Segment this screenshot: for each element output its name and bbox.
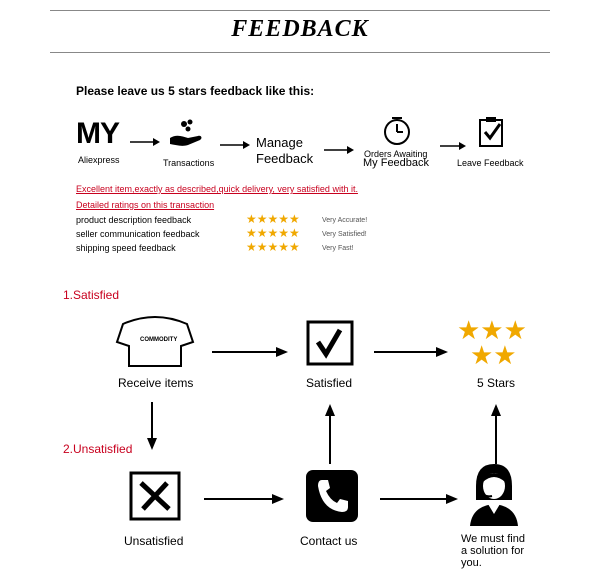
hand-coins-icon — [168, 118, 208, 150]
header-bottom-rule — [50, 52, 550, 53]
clock-icon — [382, 116, 412, 146]
arrow-right-icon — [374, 346, 448, 358]
rating-note-communication: Very Satisfied! — [322, 231, 367, 238]
transactions-label: Transactions — [163, 158, 215, 168]
rating-label-product: product description feedback — [76, 215, 192, 225]
solution-line1: We must find — [461, 533, 525, 545]
five-stars-label: 5 Stars — [477, 376, 516, 390]
sample-comment: Excellent item,exactly as described,quick delivery, very satisfied with it. — [76, 184, 358, 194]
arrow-right-icon — [212, 346, 288, 358]
leave-feedback-label: Leave Feedback — [457, 158, 524, 168]
arrow-right-icon — [204, 493, 284, 505]
rating-note-shipping: Very Fast! — [322, 245, 354, 252]
arrow-right-icon — [380, 493, 458, 505]
manage-feedback-line1: Manage — [256, 135, 303, 150]
rating-note-product: Very Accurate! — [322, 217, 368, 224]
manage-feedback-line2: Feedback — [256, 151, 314, 166]
checkbox-icon — [306, 320, 354, 366]
unsatisfied-label: Unsatisfied — [124, 534, 184, 548]
arrow-up-icon — [490, 404, 502, 464]
five-stars-row-2: ★★ — [470, 340, 517, 370]
support-agent-icon — [466, 460, 522, 526]
rating-label-communication: seller communication feedback — [76, 229, 200, 239]
page-title: FEEDBACK — [231, 16, 369, 42]
solution-line2: a solution for — [461, 545, 524, 557]
rating-label-shipping: shipping speed feedback — [76, 243, 176, 253]
solution-line3: you. — [461, 557, 482, 569]
phone-icon — [306, 470, 358, 522]
x-box-icon — [129, 471, 181, 521]
rating-stars-product: ★★★★★ — [246, 212, 300, 226]
arrow-right-icon — [440, 141, 466, 151]
arrow-right-icon — [220, 140, 250, 150]
arrow-down-icon — [146, 402, 158, 450]
my-logo: MY — [76, 117, 119, 150]
arrow-up-icon — [324, 404, 336, 464]
satisfied-label: Satisfied — [306, 376, 353, 390]
header-top-rule — [50, 10, 550, 11]
commodity-label: COMMODITY — [140, 337, 178, 343]
satisfied-heading: 1.Satisfied — [63, 288, 120, 302]
orders-awaiting-line2: My Feedback — [363, 157, 430, 169]
five-stars-row-1: ★★★ — [457, 315, 527, 345]
unsatisfied-heading: 2.Unsatisfied — [63, 442, 133, 456]
aliexpress-label: Aliexpress — [78, 155, 120, 165]
contact-us-label: Contact us — [300, 534, 358, 548]
orders-awaiting-line1: Orders Awaiting — [364, 149, 428, 159]
rating-stars-shipping: ★★★★★ — [246, 240, 300, 254]
arrow-right-icon — [130, 137, 160, 147]
detailed-ratings-heading: Detailed ratings on this transaction — [76, 200, 215, 210]
rating-stars-communication: ★★★★★ — [246, 226, 300, 240]
receive-items-label: Receive items — [118, 376, 194, 390]
arrow-right-icon — [324, 145, 354, 155]
steps-headline: Please leave us 5 stars feedback like this: — [76, 84, 315, 98]
clipboard-check-icon — [478, 116, 506, 148]
